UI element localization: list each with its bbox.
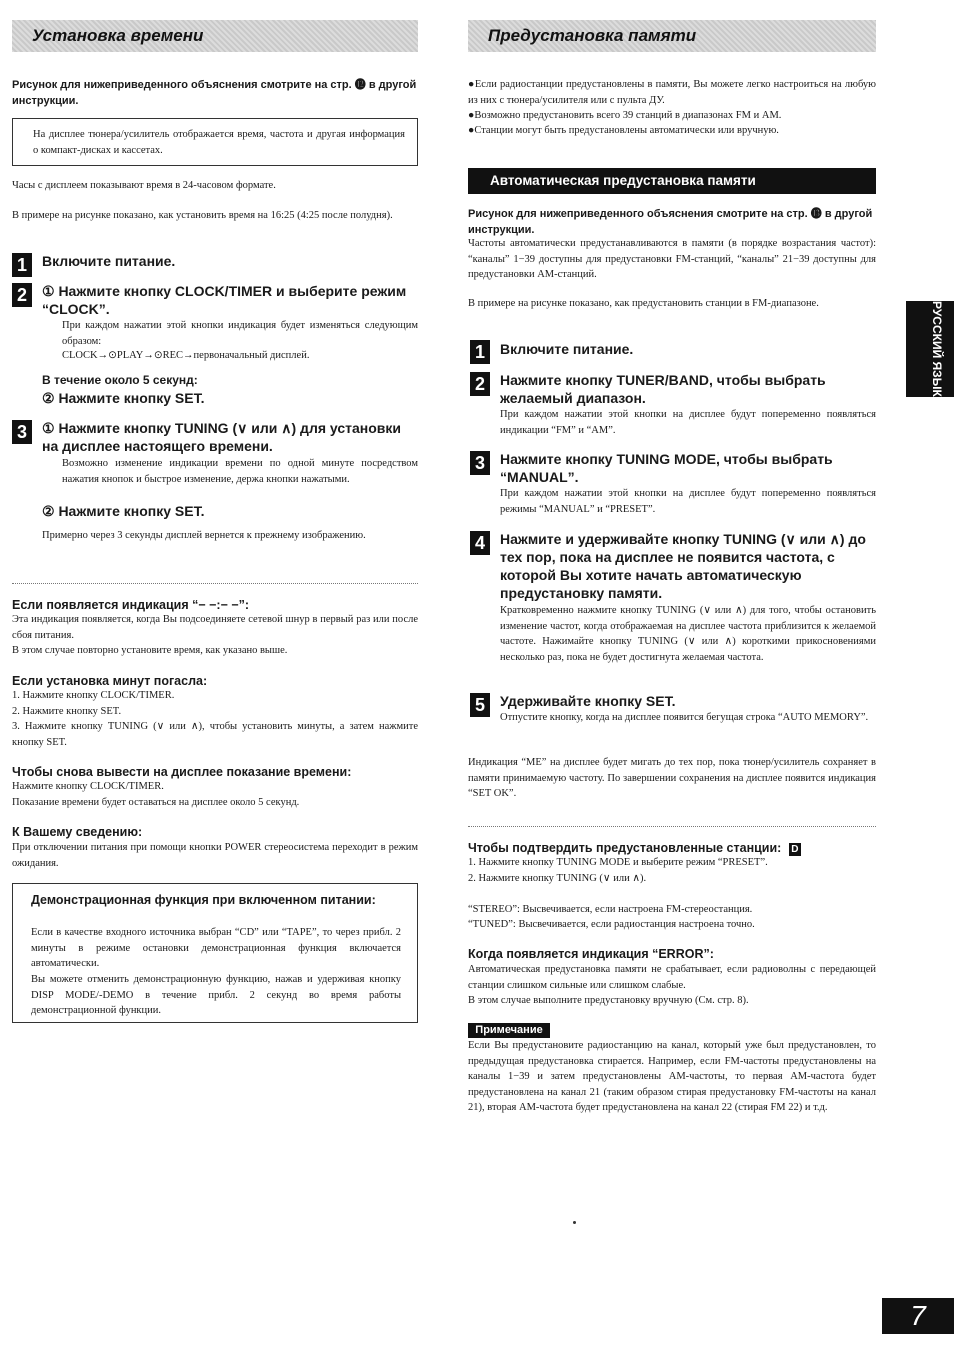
info-box: [12, 118, 418, 166]
section-title: Установка времени: [32, 26, 204, 45]
step-substep: ② Нажмите кнопку SET.: [42, 503, 205, 519]
note-text: Автоматическая предустановка памяти не срабатывает, если радиоволны с передающей станции слишком сильные или слишком слабые.: [468, 964, 876, 991]
step-title: Включите питание.: [500, 341, 634, 357]
language-tab: РУССКИЙ ЯЗЫК: [906, 301, 954, 397]
step-number: 1: [12, 253, 32, 277]
demo-text: Вы можете отменить демонстрационную функцию, нажав и удерживая кнопку DISP MODE/-DEMO в течение прибл. 2 секунд во время работы демонстрационной функции.: [31, 974, 401, 1016]
step-text: Кратковременно нажмите кнопку TUNING (∨ или ∧) для того, чтобы остановить изменение частот, когда отображаемая на дисплее частота приблизится к желаемой частоте. Нажимайте кнопку TUNING (∨ или ∧) короткими прикосновениями несколько раз, пока не будет достигнута желаемая частота.: [500, 605, 876, 663]
list-item: 1. Нажмите кнопку CLOCK/TIMER.: [12, 690, 175, 701]
step-sequence: CLOCK→⊙PLAY→⊙REC→первоначальный дисплей.: [62, 350, 310, 361]
step-text: При каждом нажатии этой кнопки на дисплее будут попеременно появляться индикации “FM” и “AM”.: [500, 409, 876, 436]
paragraph: Частоты автоматически предустанавливаются в памяти (в порядке возрастания частот): “каналы” 1−39 доступны для предустановки FM-станций, “каналы” 21−39 доступны для предустановки AM-станций.: [468, 238, 876, 280]
section-header-time: [12, 20, 418, 52]
note-text: Нажмите кнопку CLOCK/TIMER.: [12, 781, 164, 792]
divider: [12, 583, 418, 584]
note-text: “STEREO”: Высвечивается, если настроена FM-стереостанция.: [468, 904, 753, 915]
step-title: ① Нажмите кнопку CLOCK/TIMER и выберите режим “CLOCK”.: [42, 283, 407, 317]
note-text: Показание времени будет оставаться на дисплее около 5 секунд.: [12, 797, 300, 808]
note-text: В этом случае выполните предустановку вручную (См. стр. 8).: [468, 995, 749, 1006]
step-note: В течение около 5 секунд:: [42, 373, 198, 387]
section-title: Предустановка памяти: [488, 26, 697, 45]
paragraph: В примере на рисунке показано, как предустановить станции в FM-диапазоне.: [468, 298, 819, 309]
note-text: При отключении питания при помощи кнопки POWER стереосистема переходит в режим ожидания.: [12, 842, 418, 869]
note-heading: Чтобы снова вывести на дисплее показание времени:: [12, 765, 352, 779]
bullet-item: ●Если радиостанции предустановлены в памяти, Вы можете легко настроиться на любую из них с тюнера/усилителя или с пульта ДУ.: [468, 79, 876, 106]
note-text: Если Вы предустановите радиостанцию на канал, который уже был предустановлен, то предыдущая предустановка стирается. Например, если FM-частоты предустановлены на каналы 1−39 и затем предустановлены AM-частоты, то первая AM-частота будет предустановлена на канал 21 (таким образом стирая предустановку FM-частоты на канал 21), вторая AM-частота будет предустановлена на канал 22 (стирая FM 22) и т.д.: [468, 1040, 876, 1113]
note-heading: Если появляется индикация “− −:− −”:: [12, 598, 250, 612]
step-number: 3: [470, 451, 490, 475]
step-text: Примерно через 3 секунды дисплей вернется к прежнему изображению.: [42, 530, 366, 541]
note-heading: [468, 840, 876, 856]
note-heading: Если установка минут погасла:: [12, 674, 208, 688]
subsection-header-auto: [468, 168, 876, 194]
step-number: 2: [470, 372, 490, 396]
step-number: 1: [470, 340, 490, 364]
paragraph: Индикация “ME” на дисплее будет мигать до тех пор, пока тюнер/усилитель сохраняет в памяти принимаемую частоту. По завершении сохранения на дисплее появится индикация “SET OK”.: [468, 757, 876, 799]
step-number: 2: [12, 283, 32, 307]
bullet-item: ●Станции могут быть предустановлены автоматически или вручную.: [468, 125, 779, 136]
note-text: В этом случае повторно установите время, как указано выше.: [12, 645, 288, 656]
demo-text: Если в качестве входного источника выбран “CD” или “TAPE”, то через прибл. 2 минуты в режиме остановки демонстрационная функция включается автоматически.: [31, 927, 401, 969]
divider: [468, 826, 876, 827]
step-title: Включите питание.: [42, 253, 176, 269]
paragraph: В примере на рисунке показано, как установить время на 16:25 (4:25 после полудня).: [12, 210, 393, 221]
step-title: Нажмите и удерживайте кнопку TUNING (∨ или ∧) до тех пор, пока на дисплее не появится частота, с которой Вы хотите начать автоматическую предустановку памяти.: [500, 531, 866, 601]
paragraph: Часы с дисплеем показывают время в 24-часовом формате.: [12, 180, 276, 191]
note-text: “TUNED”: Высвечивается, если радиостанция настроена точно.: [468, 919, 755, 930]
step-title: Нажмите кнопку TUNING MODE, чтобы выбрать “MANUAL”.: [500, 451, 833, 485]
step-number: 3: [12, 420, 32, 444]
section-header-preset: [468, 20, 876, 52]
demo-heading: Демонстрационная функция при включенном питании:: [31, 893, 376, 907]
step-title: Нажмите кнопку TUNER/BAND, чтобы выбрать желаемый диапазон.: [500, 372, 826, 406]
note-text: Эта индикация появляется, когда Вы подсоединяете сетевой шнур в первый раз или после сбоя питания.: [12, 614, 418, 641]
list-item: 2. Нажмите кнопку SET.: [12, 706, 122, 717]
note-heading: К Вашему сведению:: [12, 825, 143, 839]
note-heading-text: Чтобы подтвердить предустановленные станции:: [468, 841, 782, 855]
step-title: ① Нажмите кнопку TUNING (∨ или ∧) для установки на дисплее настоящего времени.: [42, 420, 401, 454]
list-item: 1. Нажмите кнопку TUNING MODE и выберите режим “PRESET”.: [468, 857, 768, 868]
step-substep: ② Нажмите кнопку SET.: [42, 390, 205, 406]
info-box-text: На дисплее тюнера/усилитель отображается время, частота и другая информация о компакт-дисках и кассетах.: [33, 129, 405, 156]
step-text: Возможно изменение индикации времени по одной минуте посредством нажатия кнопок и быстрое изменение, держа кнопки нажатыми.: [62, 458, 418, 485]
center-dot: [573, 1221, 576, 1224]
step-number: 5: [470, 693, 490, 717]
page-number: 7: [882, 1298, 954, 1334]
step-text: Отпустите кнопку, когда на дисплее появится бегущая строка “AUTO MEMORY”.: [500, 712, 869, 723]
note-label: Примечание: [468, 1023, 550, 1038]
list-item: 3. Нажмите кнопку TUNING (∨ или ∧), чтобы установить минуты, а затем нажмите кнопку SET.: [12, 721, 418, 748]
note-badge: D: [789, 843, 801, 856]
subsection-title: Автоматическая предустановка памяти: [490, 173, 756, 188]
bullet-item: ●Возможно предустановить всего 39 станций в диапазонах FM и AM.: [468, 110, 782, 121]
demo-box: [12, 883, 418, 1023]
list-item: 2. Нажмите кнопку TUNING (∨ или ∧).: [468, 873, 647, 884]
note-heading: Когда появляется индикация “ERROR”:: [468, 947, 714, 961]
step-text: При каждом нажатии этой кнопки индикация будет изменяться следующим образом:: [62, 320, 418, 347]
step-text: При каждом нажатии этой кнопки на дисплее будут попеременно появляться режимы “MANUAL” и “PRESET”.: [500, 488, 876, 515]
figure-reference: Рисунок для нижеприведенного объяснения смотрите на стр. ⓬ в другой инструкции.: [12, 79, 417, 107]
figure-reference: Рисунок для нижеприведенного объяснения смотрите на стр. ⓭ в другой инструкции.: [468, 208, 873, 236]
step-number: 4: [470, 531, 490, 555]
step-title: Удерживайте кнопку SET.: [500, 693, 676, 709]
